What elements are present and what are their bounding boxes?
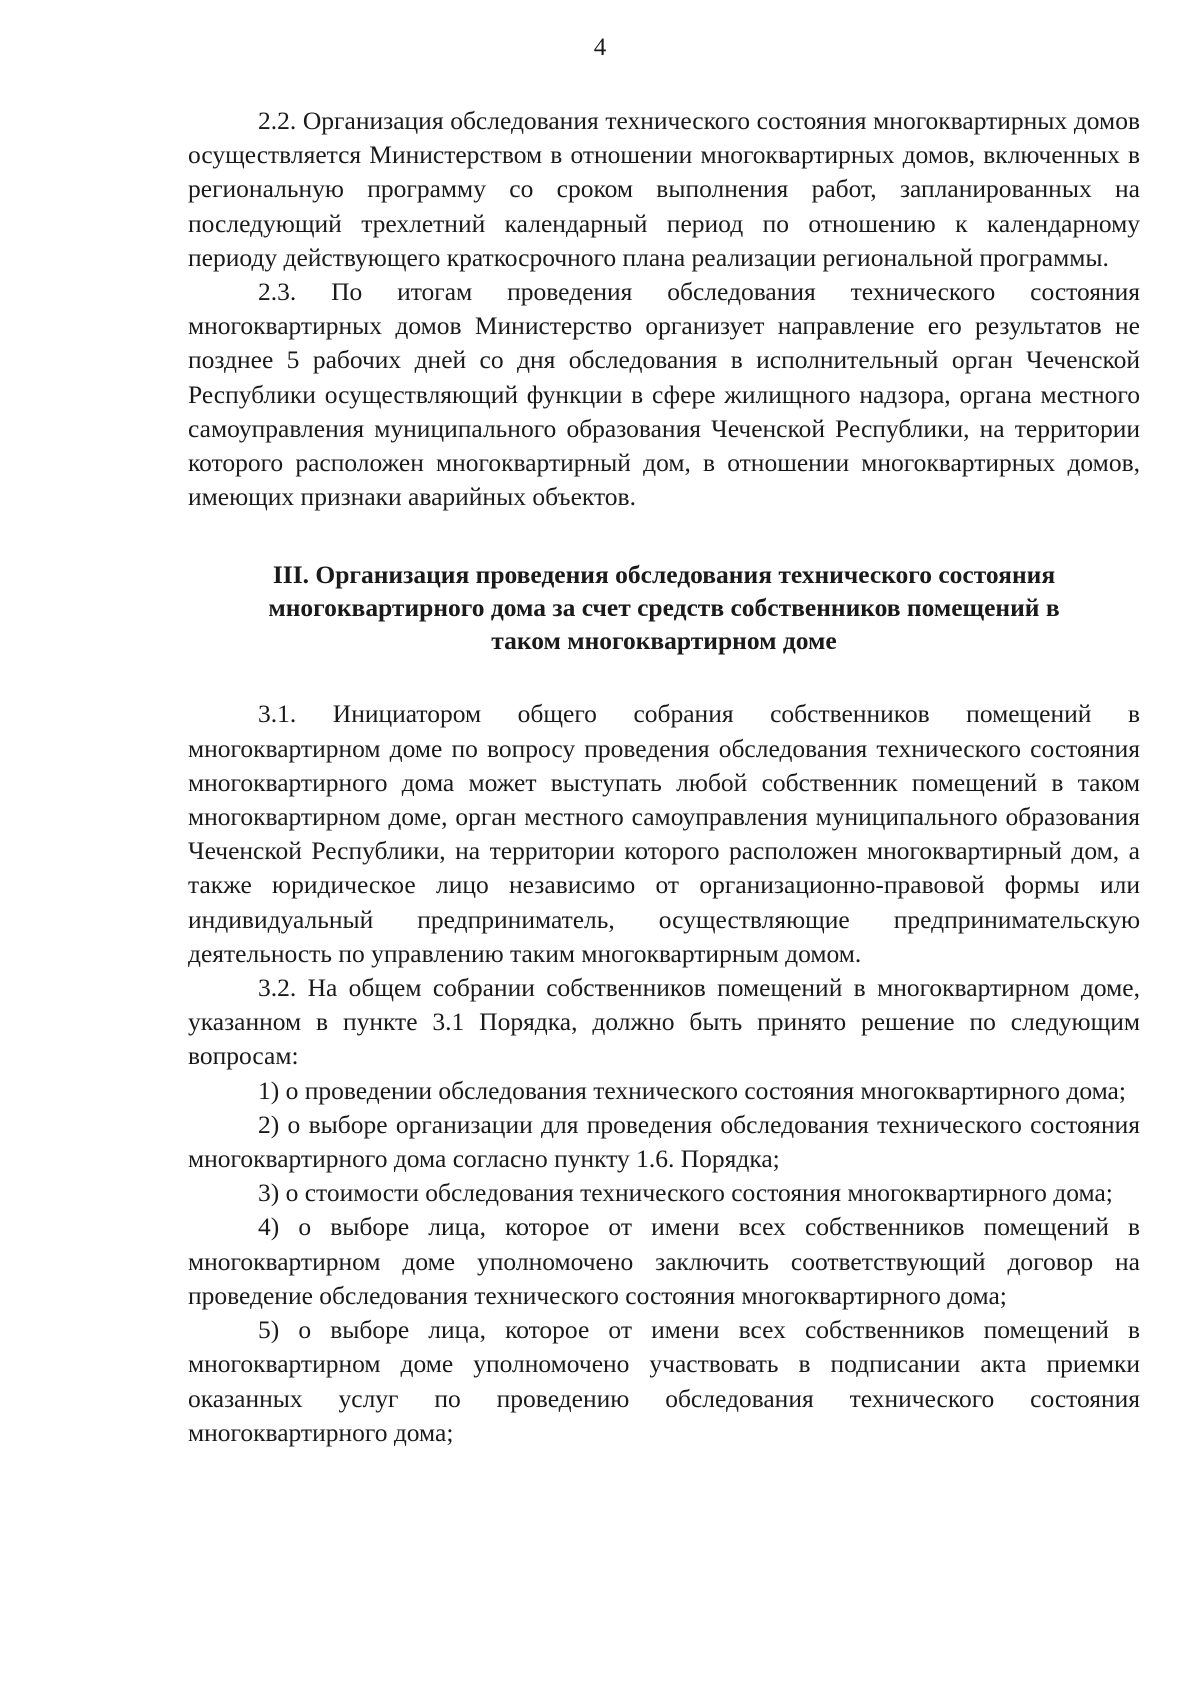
page-number: 4: [593, 34, 607, 61]
paragraph-3-1: 3.1. Инициатором общего собрания собственников помещений в многоквартирном доме по вопросу проведения обследования технического состояния многоквартирного дома может выступать любой собственник помещений в таком многоквартирном доме, орган местного самоуправления муниципального образования Чеченской Республики, на территории которого расположен многоквартирный дом, а также юридическое лицо независимо от организационно-правовой формы или индивидуальный предприниматель, осуществляющие предпринимательскую деятельность по управлению таким многоквартирным домом.: [188, 699, 1140, 968]
list-item-4: 4) о выборе лица, которое от имени всех собственников помещений в многоквартирном доме уполномочено заключить соответствующий договор на проведение обследования технического состояния многоквартирного дома;: [188, 1212, 1140, 1310]
paragraph-2-3: 2.3. По итогам проведения обследования технического состояния многоквартирных домов Министерство организует направление его результатов не позднее 5 рабочих дней со дня обследования в исполнительный орган Чеченской Республики осуществляющий функции в сфере жилищного надзора, органа местного самоуправления муниципального образования Чеченской Республики, на территории которого расположен многоквартирный дом, в отношении многоквартирных домов, имеющих признаки аварийных объектов.: [188, 277, 1140, 512]
section-heading-line-2: многоквартирного дома за счет средств собственников помещений в: [268, 593, 1060, 623]
document-body: [188, 104, 1140, 1450]
paragraph-2-2: 2.2. Организация обследования технического состояния многоквартирных домов осуществляется Министерством в отношении многоквартирных домов, включенных в региональную программу со сроком выполнения работ, запланированных на последующий трехлетний календарный период по отношению к календарному периоду действующего краткосрочного плана реализации региональной программы.: [188, 106, 1140, 272]
list-item-2: 2) о выборе организации для проведения обследования технического состояния многоквартирного дома согласно пункту 1.6. Порядка;: [188, 1109, 1140, 1174]
list-item-3: 3) о стоимости обследования технического состояния многоквартирного дома;: [258, 1178, 1113, 1208]
section-heading-line-1: III. Организация проведения обследования технического состояния: [272, 560, 1056, 590]
section-heading-line-3: таком многоквартирном доме: [491, 626, 837, 656]
paragraph-3-2: 3.2. На общем собрании собственников помещений в многоквартирном доме, указанном в пункте 3.1 Порядка, должно быть принято решение по следующим вопросам:: [188, 973, 1140, 1071]
list-item-1: 1) о проведении обследования технического состояния многоквартирного дома;: [258, 1075, 1126, 1105]
list-item-5: 5) о выборе лица, которое от имени всех собственников помещений в многоквартирном доме уполномочено участвовать в подписании акта приемки оказанных услуг по проведению обследования технического состояния многоквартирного дома;: [188, 1315, 1140, 1447]
section-heading-iii: [188, 558, 1140, 657]
